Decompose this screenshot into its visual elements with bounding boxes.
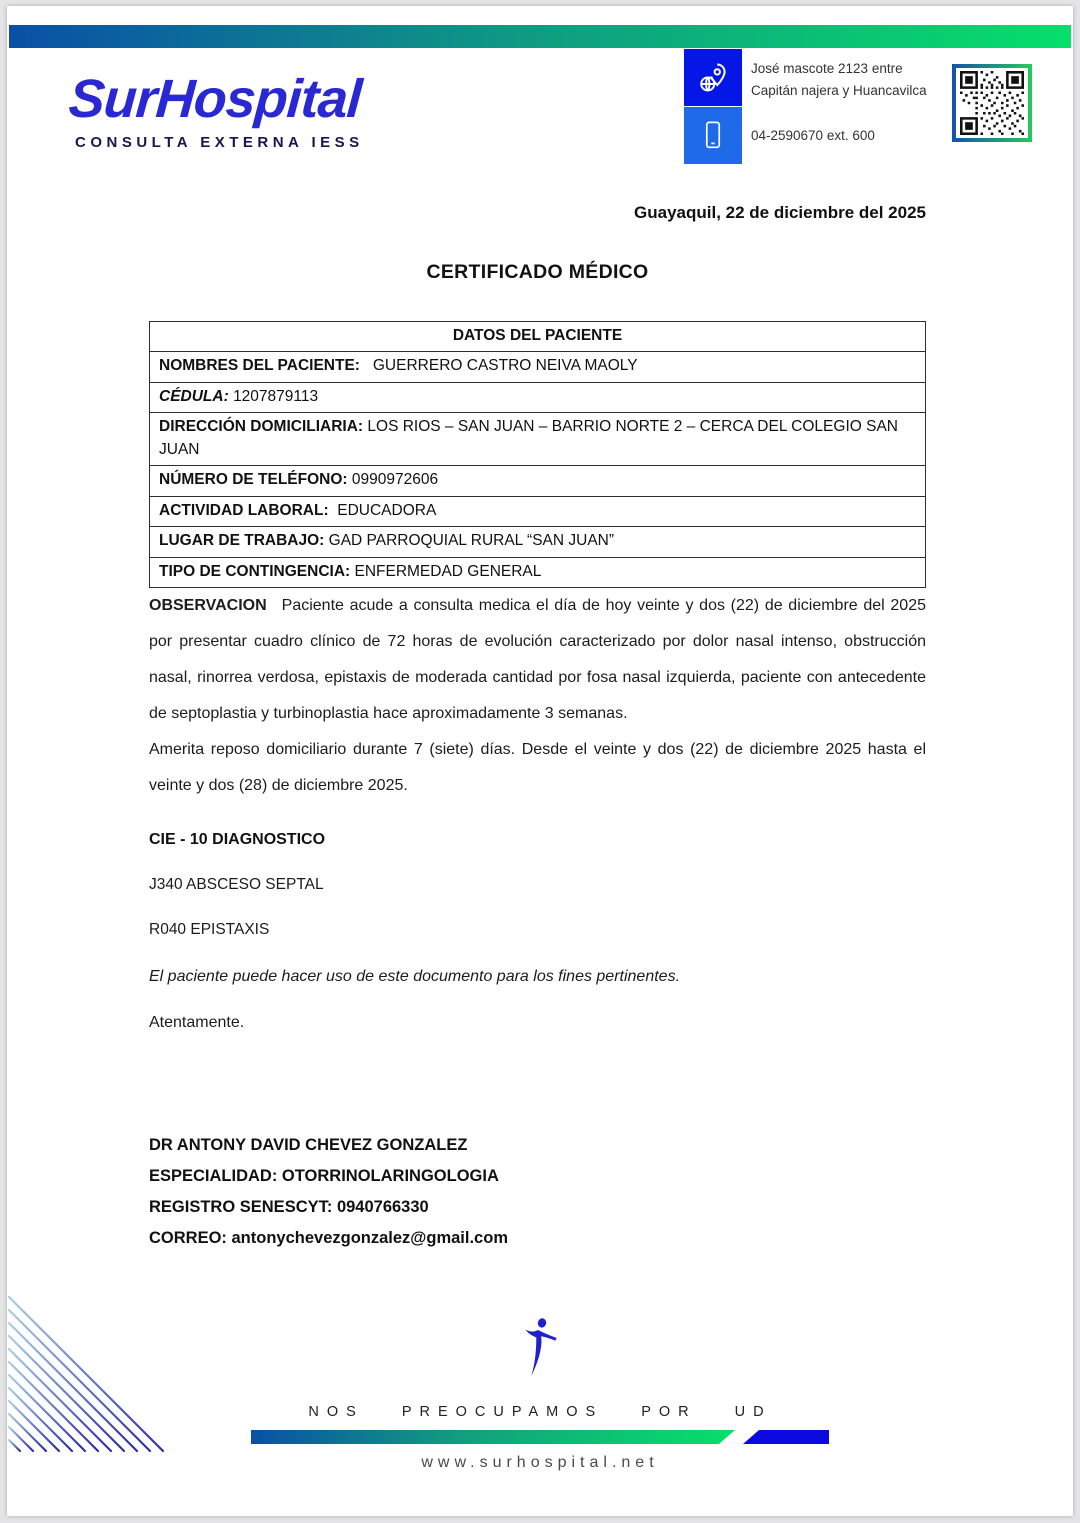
phone-number: 04-2590670 ext. 600 <box>751 128 875 143</box>
closing-note: El paciente puede hacer uso de este documento para los fines pertinentes. <box>149 968 681 986</box>
doctor-signature-block <box>149 1130 926 1254</box>
doctor-specialty: ESPECIALIDAD: OTORRINOLARINGOLOGIA <box>149 1167 499 1186</box>
footer-slogan: NOS PREOCUPAMOS POR UD <box>308 1404 772 1420</box>
address-line-1: José mascote 2123 entre <box>751 61 903 76</box>
observation-text: Paciente acude a consulta medica el día de hoy veinte y dos (22) de diciembre del 2025 por presentar cuadro clínico de 72 horas de evolución caracterizado por dolor nasal intenso, obstrucción nasal, rinorrea verdosa, epistaxis de moderada cantidad por fosa nasal izquierda, paciente con antecedente de septoplastia y turbinoplastia hace aproximadamente 3 semanas. <box>149 597 926 723</box>
diagnosis-item: J340 ABSCESO SEPTAL <box>149 876 324 894</box>
document-body <box>7 6 1073 1254</box>
diagnosis-item: R040 EPISTAXIS <box>149 921 270 939</box>
footer-bar-gap <box>735 1430 743 1444</box>
row-value: LOS RIOS – SAN JUAN – BARRIO NORTE 2 – CERCA DEL COLEGIO SAN JUAN <box>159 418 898 458</box>
row-value: GUERRERO CASTRO NEIVA MAOLY <box>372 357 638 375</box>
footer-website: www.surhospital.net <box>421 1454 659 1471</box>
page-title: CERTIFICADO MÉDICO <box>426 261 649 283</box>
rest-paragraph: Amerita reposo domiciliario durante 7 (siete) días. Desde el veinte y dos (22) de diciembre 2025 hasta el veinte y dos (28) de diciembre 2025. <box>149 741 926 795</box>
table-row <box>150 466 926 496</box>
doctor-email: CORREO: antonychevezgonzalez@gmail.com <box>149 1229 508 1248</box>
row-label: NOMBRES DEL PACIENTE: <box>159 357 360 375</box>
table-row <box>150 557 926 587</box>
table-row <box>150 382 926 412</box>
row-label: NÚMERO DE TELÉFONO: <box>159 471 348 489</box>
address-line-2: Capitán najera y Huancavilca <box>751 83 927 98</box>
row-label: LUGAR DE TRABAJO: <box>159 532 325 550</box>
row-value: EDUCADORA <box>337 501 437 519</box>
contact-panel <box>684 49 742 164</box>
doctor-name: DR ANTONY DAVID CHEVEZ GONZALEZ <box>149 1136 468 1155</box>
doctor-registry: REGISTRO SENESCYT: 0940766330 <box>149 1198 429 1217</box>
phone-icon <box>684 107 742 164</box>
row-label: ACTIVIDAD LABORAL: <box>159 501 329 519</box>
logo-subtitle: CONSULTA EXTERNA IESS <box>75 134 364 151</box>
patient-data-table <box>149 321 926 588</box>
table-row <box>150 352 926 382</box>
closing-word: Atentamente. <box>149 1014 245 1032</box>
row-label: CÉDULA: <box>159 387 229 405</box>
diagnosis-heading: CIE - 10 DIAGNOSTICO <box>149 831 326 849</box>
table-row <box>150 527 926 557</box>
logo-wordmark: SurHospital <box>66 69 364 129</box>
qr-code <box>952 64 1032 142</box>
row-value: 1207879113 <box>233 387 319 405</box>
row-value: GAD PARROQUIAL RURAL “SAN JUAN” <box>328 532 615 550</box>
location-icon <box>684 49 742 106</box>
header-gradient-bar <box>9 25 1071 48</box>
table-row <box>150 496 926 526</box>
row-value: ENFERMEDAD GENERAL <box>354 562 542 580</box>
hospital-logo <box>66 69 399 151</box>
address-block <box>751 58 981 102</box>
date-line: Guayaquil, 22 de diciembre del 2025 <box>634 203 926 222</box>
footer-bar-blue-segment <box>743 1430 829 1444</box>
row-label: DIRECCIÓN DOMICILIARIA: <box>159 418 364 436</box>
row-label: TIPO DE CONTINGENCIA: <box>159 562 351 580</box>
table-header: DATOS DEL PACIENTE <box>150 322 926 352</box>
table-row <box>150 322 926 352</box>
table-row <box>150 413 926 466</box>
footer-gradient-bar <box>251 1430 829 1444</box>
observation-paragraph <box>149 588 926 732</box>
corner-diagonal-lines <box>7 1294 192 1469</box>
observation-label: OBSERVACION <box>149 597 267 615</box>
footer-bar-gradient-segment <box>251 1430 735 1444</box>
document-page <box>7 6 1073 1516</box>
row-value: 0990972606 <box>351 471 439 489</box>
